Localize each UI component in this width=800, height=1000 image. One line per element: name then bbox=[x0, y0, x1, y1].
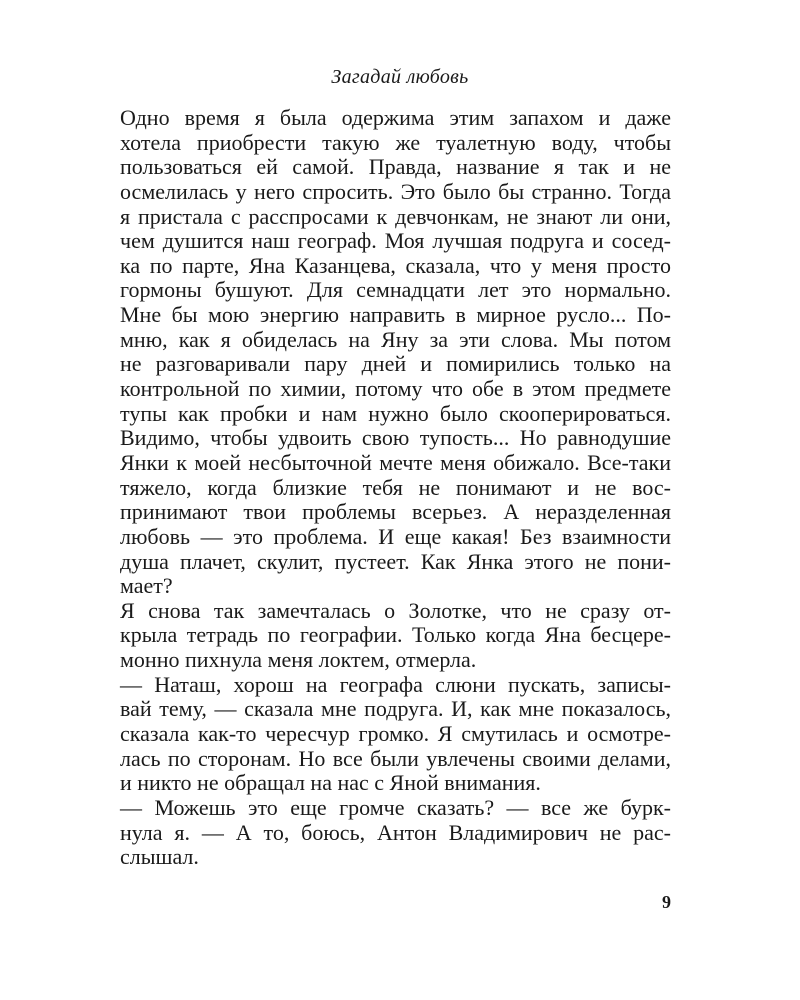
running-head-title: Загадай любовь bbox=[331, 66, 469, 88]
text-line: контрольной по химии, потому что обе в этом предмете bbox=[120, 376, 671, 402]
text-line: ка по парте, Яна Казанцева, сказала, что у меня просто bbox=[120, 252, 671, 278]
text-line: и никто не обращал на нас с Яной внимания. bbox=[120, 770, 541, 796]
text-line: чем душится наш географ. Моя лучшая подруга и сосед- bbox=[120, 228, 671, 254]
text-line: мню, как я обиделась на Яну за эти слова. Мы потом bbox=[120, 326, 671, 352]
text-line: тяжело, когда близкие тебя не понимают и не вос- bbox=[120, 474, 671, 500]
text-line: Я снова так замечталась о Золотке, что не сразу от- bbox=[120, 597, 671, 623]
text-line: хотела приобрести такую же туалетную воду, чтобы bbox=[120, 129, 671, 155]
text-line: лась по сторонам. Но все были увлечены своими делами, bbox=[120, 745, 671, 771]
text-line: крыла тетрадь по географии. Только когда Яна бесцере- bbox=[120, 622, 671, 648]
text-line: не разговаривали пару дней и помирились только на bbox=[120, 351, 671, 377]
text-line: мает? bbox=[120, 573, 173, 599]
text-line: пользоваться ей самой. Правда, название я так и не bbox=[120, 154, 671, 180]
text-line: я пристала с расспросами к девчонкам, не знают ли они, bbox=[120, 203, 671, 229]
text-line: монно пихнула меня локтем, отмерла. bbox=[120, 647, 477, 673]
text-line: Одно время я была одержима этим запахом и даже bbox=[120, 105, 671, 130]
text-line: осмелилась у него спросить. Это было бы странно. Тогда bbox=[120, 178, 671, 204]
text-line: Янки к моей несбыточной мечте меня обижало. Все-таки bbox=[120, 449, 671, 475]
text-line: гормоны бушуют. Для семнадцати лет это нормально. bbox=[120, 277, 671, 303]
text-line: слышал. bbox=[120, 844, 199, 870]
text-line: — Наташ, хорош на географа слюни пускать, записы- bbox=[120, 671, 671, 697]
text-line: душа плачет, скулит, пустеет. Как Янка этого не пони- bbox=[120, 548, 671, 574]
text-line: — Можешь это еще громче сказать? — все же бурк- bbox=[120, 794, 671, 820]
text-line: нула я. — А то, боюсь, Антон Владимирович не рас- bbox=[120, 819, 671, 845]
text-line: любовь — это проблема. И еще какая! Без взаимности bbox=[120, 523, 671, 549]
text-line: тупы как пробки и нам нужно было скооперироваться. bbox=[120, 400, 671, 426]
text-line: Мне бы мою энергию направить в мирное русло... По- bbox=[120, 302, 671, 328]
body-text bbox=[120, 106, 671, 870]
text-line: сказала как-то чересчур громко. Я смутилась и осмотре- bbox=[120, 721, 671, 747]
text-line: Видимо, чтобы удвоить свою тупость... Но равнодушие bbox=[120, 425, 671, 451]
page-number: 9 bbox=[662, 892, 671, 912]
text-line: вай тему, — сказала мне подруга. И, как мне показалось, bbox=[120, 696, 671, 722]
text-line: принимают твои проблемы всерьез. А неразделенная bbox=[120, 499, 671, 525]
